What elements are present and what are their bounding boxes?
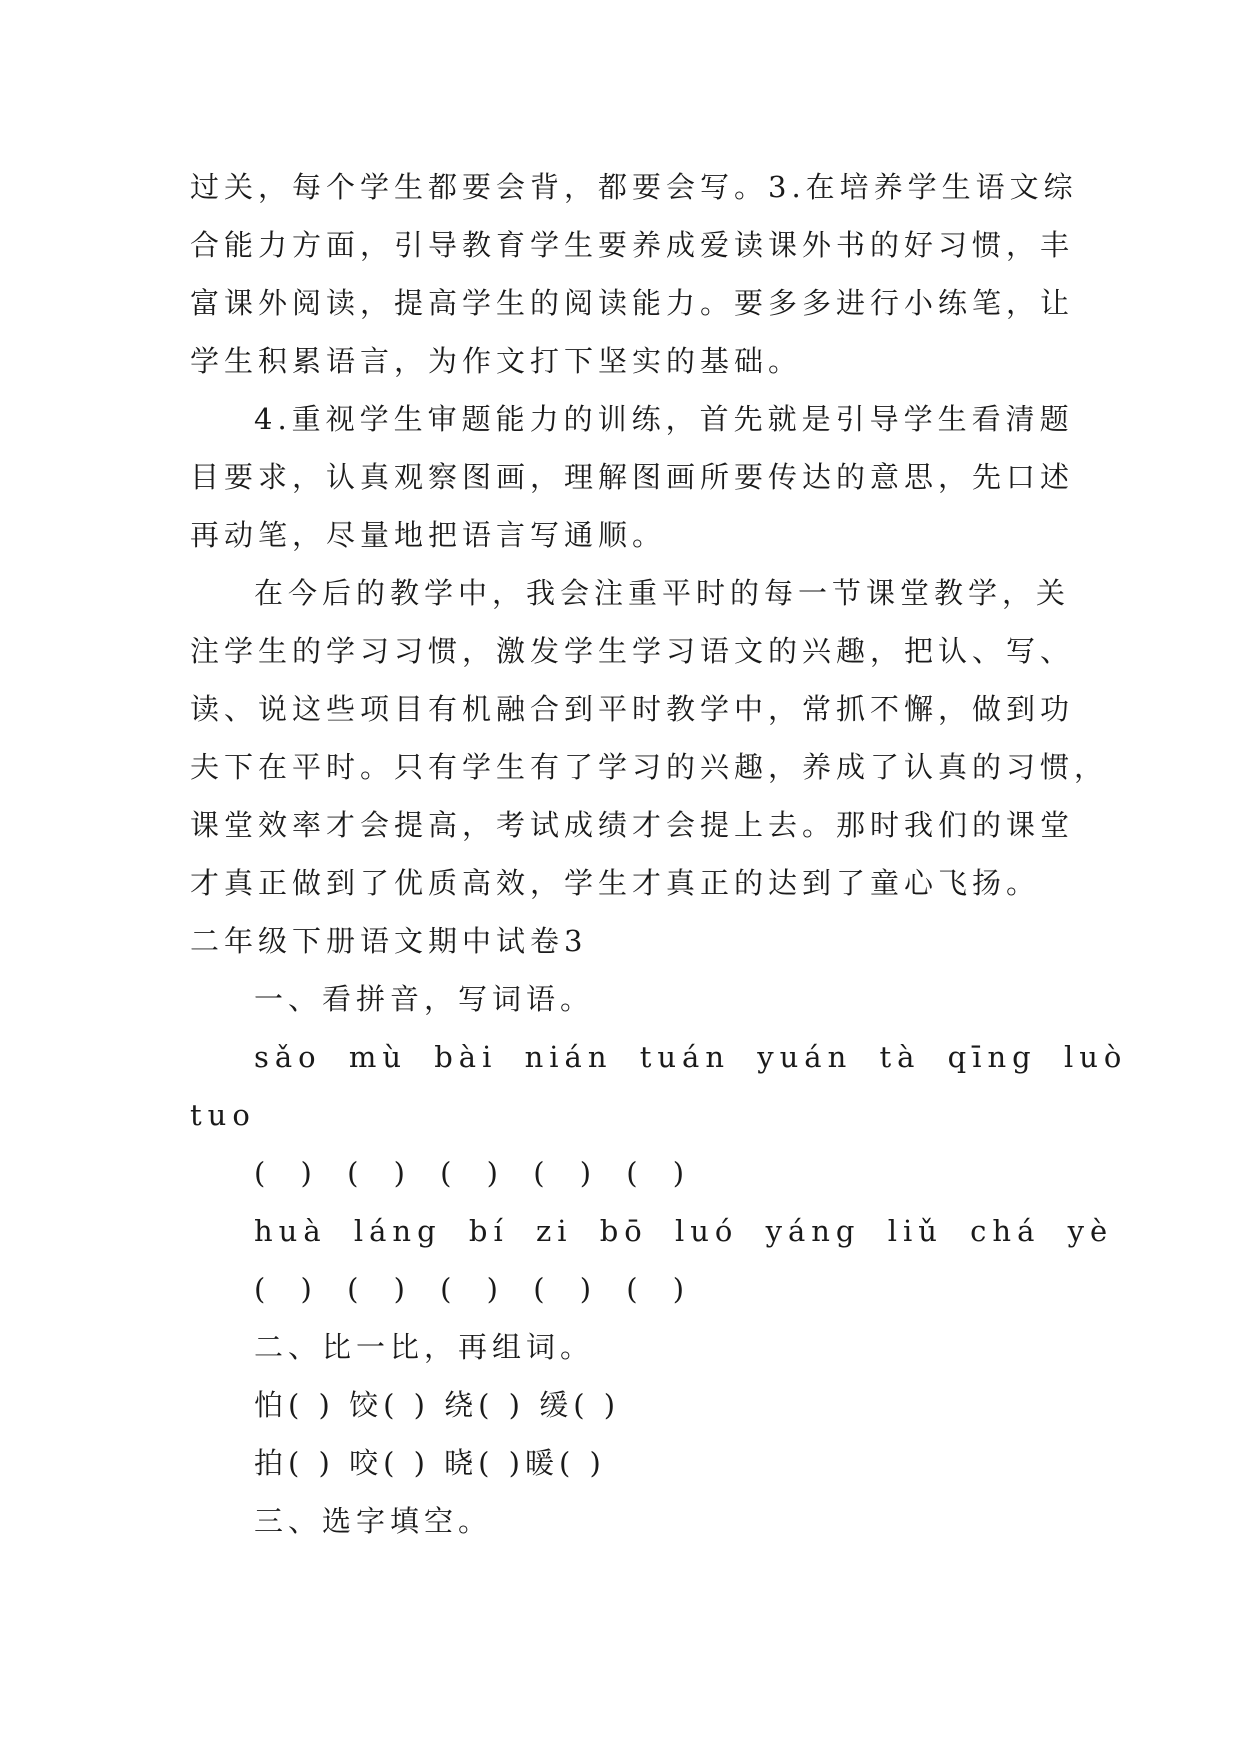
pinyin-line: sǎo mù bài nián tuán yuán tà qīng luò: [254, 1040, 1128, 1074]
paragraph-line: 学生积累语言，为作文打下坚实的基础。: [190, 344, 803, 378]
section-heading: 三、选字填空。: [254, 1504, 493, 1538]
paragraph-line: 注学生的学习习惯，激发学生学习语文的兴趣，把认、写、: [190, 634, 1075, 668]
pinyin-line: tuo: [190, 1098, 256, 1132]
section-heading: 二、比一比，再组词。: [254, 1330, 595, 1364]
paragraph-line: 过关，每个学生都要会背，都要会写。3.在培养学生语文综: [190, 170, 1078, 204]
compare-words-line: 怕( ) 饺( ) 绕( ) 缓( ): [254, 1388, 621, 1422]
paragraph-line: 在今后的教学中，我会注重平时的每一节课堂教学，关: [254, 576, 1071, 610]
document-page: [190, 158, 1128, 1550]
paragraph-line: 再动笔，尽量地把语言写通顺。: [190, 518, 667, 552]
paragraph-line: 目要求，认真观察图画，理解图画所要传达的意思，先口述: [190, 460, 1075, 494]
paragraph-line: 读、说这些项目有机融合到平时教学中，常抓不懈，做到功: [190, 692, 1075, 726]
compare-words-line: 拍( ) 咬( ) 晓( )暖( ): [254, 1446, 606, 1480]
paragraph-line: 才真正做到了优质高效，学生才真正的达到了童心飞扬。: [190, 866, 1041, 900]
paragraph-line: 课堂效率才会提高，考试成绩才会提上去。那时我们的课堂: [190, 808, 1075, 842]
answer-blanks: ( ) ( ) ( ) ( ) ( ): [254, 1156, 690, 1190]
exam-title: 二年级下册语文期中试卷3: [190, 924, 588, 958]
paragraph-line: 4.重视学生审题能力的训练，首先就是引导学生看清题: [254, 402, 1074, 436]
paragraph-line: 富课外阅读，提高学生的阅读能力。要多多进行小练笔，让: [190, 286, 1075, 320]
pinyin-line: huà láng bí zi bō luó yáng liǔ chá yè: [254, 1214, 1114, 1248]
section-heading: 一、看拼音，写词语。: [254, 982, 595, 1016]
paragraph-line: 合能力方面，引导教育学生要养成爱读课外书的好习惯，丰: [190, 228, 1075, 262]
answer-blanks: ( ) ( ) ( ) ( ) ( ): [254, 1272, 690, 1306]
paragraph-line: 夫下在平时。只有学生有了学习的兴趣，养成了认真的习惯，: [190, 750, 1109, 784]
